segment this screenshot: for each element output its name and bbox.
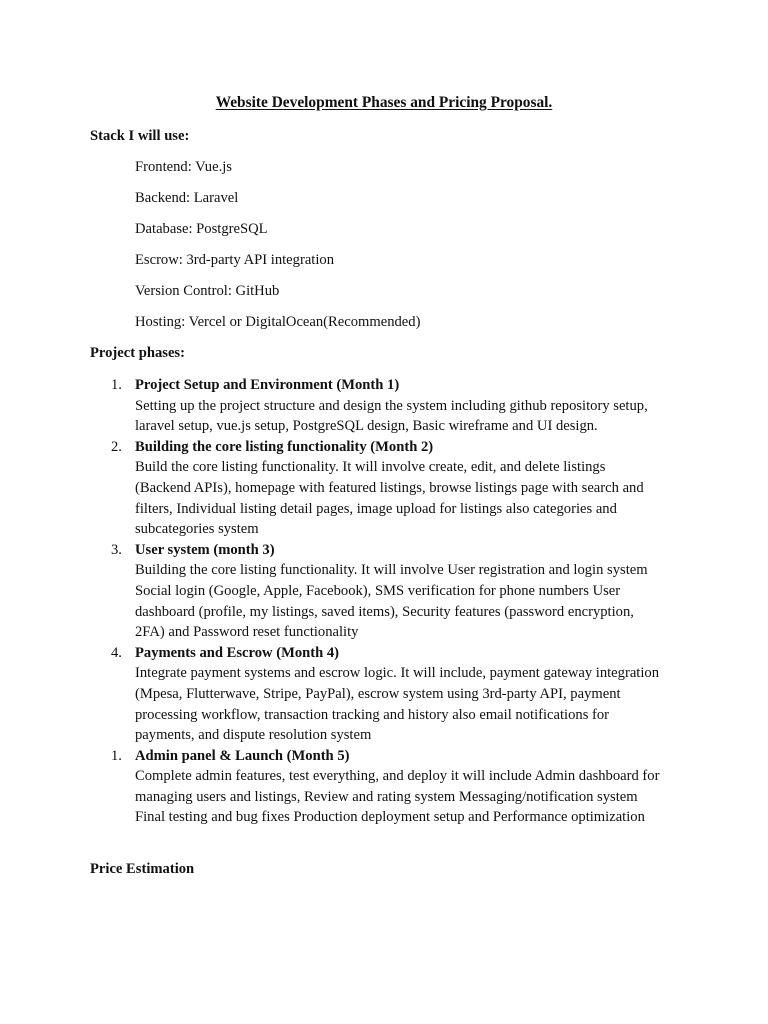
phase-item <box>0 437 768 540</box>
phase-description-line: Social login (Google, Apple, Facebook), SMS verification for phone numbers User <box>135 582 621 599</box>
phase-description-line: Building the core listing functionality. It will involve User registration and login system <box>135 562 648 579</box>
phase-item <box>0 540 768 643</box>
phase-description-line: (Backend APIs), homepage with featured listings, browse listings page with search and <box>135 479 644 496</box>
phase-description-line: subcategories system <box>135 521 259 538</box>
phase-description-line: Setting up the project structure and design the system including github repository setup, <box>135 397 648 414</box>
phase-description-line: Final testing and bug fixes Production deployment setup and Performance optimization <box>135 809 645 826</box>
stack-item-database: Database: PostgreSQL <box>135 221 268 237</box>
stack-item-backend: Backend: Laravel <box>135 190 239 206</box>
price-heading: Price Estimation <box>90 861 195 877</box>
phase-description-line: Build the core listing functionality. It will involve create, edit, and delete listings <box>135 459 606 476</box>
phase-description-line: dashboard (profile, my listings, saved items), Security features (password encryption, <box>135 603 634 620</box>
phase-description-line: laravel setup, vue.js setup, PostgreSQL design, Basic wireframe and UI design. <box>135 418 598 435</box>
phase-description-line: filters, Individual listing detail pages, image upload for listings also categories and <box>135 500 617 517</box>
phase-item <box>0 746 768 828</box>
phase-description-line: payments, and dispute resolution system <box>135 727 372 744</box>
phases-list <box>0 375 768 828</box>
phase-title: Admin panel & Launch (Month 5) <box>135 747 350 764</box>
phase-number: 3. <box>111 541 122 558</box>
phase-number: 4. <box>111 644 122 661</box>
stack-item-frontend: Frontend: Vue.js <box>135 159 232 175</box>
stack-heading: Stack I will use: <box>90 128 190 144</box>
phase-title: User system (month 3) <box>135 541 275 558</box>
phase-number: 1. <box>111 377 122 393</box>
phase-number: 2. <box>111 438 122 455</box>
stack-item-version-control: Version Control: GitHub <box>135 283 280 299</box>
phase-description-line: processing workflow, transaction tracking and history also email notifications for <box>135 706 610 723</box>
phase-item <box>0 375 768 437</box>
stack-item-escrow: Escrow: 3rd-party API integration <box>135 252 334 268</box>
phase-title: Building the core listing functionality (Month 2) <box>135 438 434 455</box>
phase-description-line: Complete admin features, test everything, and deploy it will include Admin dashboard for <box>135 768 660 785</box>
phase-description-line: managing users and listings, Review and rating system Messaging/notification system <box>135 788 638 805</box>
phases-heading: Project phases: <box>90 345 185 361</box>
phase-description-line: (Mpesa, Flutterwave, Stripe, PayPal), escrow system using 3rd-party API, payment <box>135 685 621 702</box>
phase-title: Project Setup and Environment (Month 1) <box>135 377 400 393</box>
phase-number: 1. <box>111 747 122 764</box>
phase-description-line: 2FA) and Password reset functionality <box>135 624 359 641</box>
phase-item <box>0 643 768 746</box>
page-title: Website Development Phases and Pricing Proposal. <box>215 94 553 111</box>
stack-item-hosting: Hosting: Vercel or DigitalOcean(Recommended) <box>135 314 421 330</box>
phase-description-line: Integrate payment systems and escrow logic. It will include, payment gateway integration <box>135 665 659 682</box>
phase-title: Payments and Escrow (Month 4) <box>135 644 340 661</box>
